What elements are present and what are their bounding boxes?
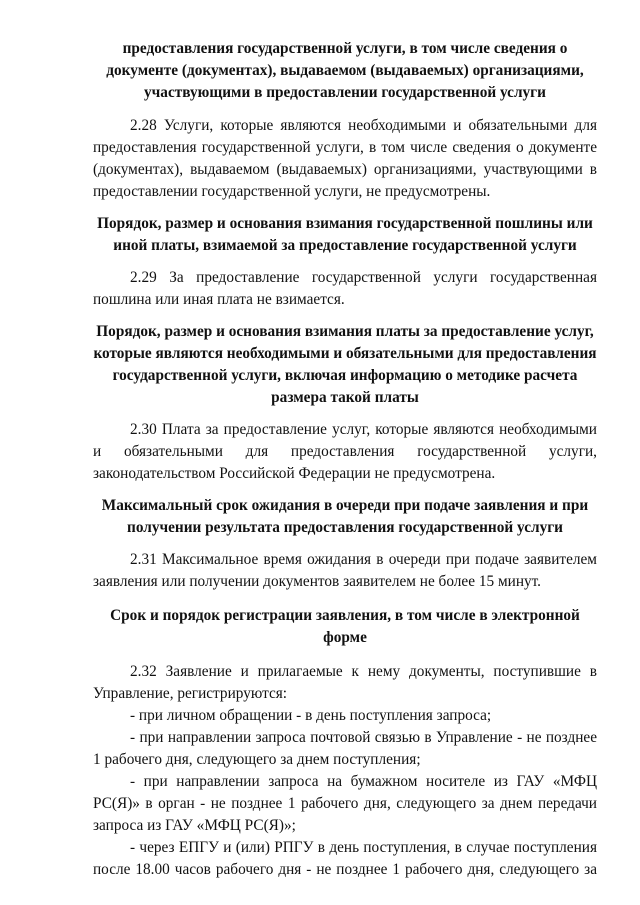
section-heading-queue-time: Максимальный срок ожидания в очереди при подаче заявления и при получении результата предоставления государственной услуги [101,497,589,536]
paragraph-2-28: 2.28 Услуги, которые являются необходимыми и обязательными для предоставления государственной услуги, в том числе сведения о документе (документах), выдаваемом (выдаваемых) организациями, участвующими в предоставлении государственной услуги, не предусмотрены. [93,117,597,200]
paragraph-2-32: 2.32 Заявление и прилагаемые к нему документы, поступившие в Управление, регистрируются: [93,663,597,702]
paragraph-2-29: 2.29 За предоставление государственной услуги государственная пошлина или иная плата не взимается. [93,269,597,308]
paragraph-2-31: 2.31 Максимальное время ожидания в очереди при подаче заявителем заявления или получении документов заявителем не более 15 минут. [93,551,597,590]
section-heading-document-info: предоставления государственной услуги, в том числе сведения о документе (документах), выдаваемом (выдаваемых) организациями, участвующими в предоставлении государственной услуги [106,40,584,101]
document-page [93,38,597,881]
list-item-by-post: - при направлении запроса почтовой связью в Управление - не позднее 1 рабочего дня, следующего за днем поступления; [93,729,597,768]
section-heading-registration: Срок и порядок регистрации заявления, в том числе в электронной форме [110,607,580,646]
list-item-from-mfc: - при направлении запроса на бумажном носителе из ГАУ «МФЦ РС(Я)» в орган - не позднее 1 рабочего дня, следующего за днем передачи запроса из ГАУ «МФЦ РС(Я)»; [93,773,597,834]
section-heading-state-fee: Порядок, размер и основания взимания государственной пошлины или иной платы, взимаемой за предоставление государственной услуги [97,215,593,254]
list-item-in-person: - при личном обращении - в день поступления запроса; [130,707,492,724]
section-heading-service-fee: Порядок, размер и основания взимания платы за предоставление услуг, которые являются необходимыми и обязательными для предоставления государственной услуги, включая информацию о методике расчета размера такой платы [93,323,597,406]
list-item-via-portal: - через ЕПГУ и (или) РПГУ в день поступления, в случае поступления после 18.00 часов рабочего дня - не позднее 1 рабочего дня, следующего за [93,839,597,878]
paragraph-2-30: 2.30 Плата за предоставление услуг, которые являются необходимыми и обязательными для предоставления государственной услуги, законодательством Российской Федерации не предусмотрена. [93,421,597,482]
